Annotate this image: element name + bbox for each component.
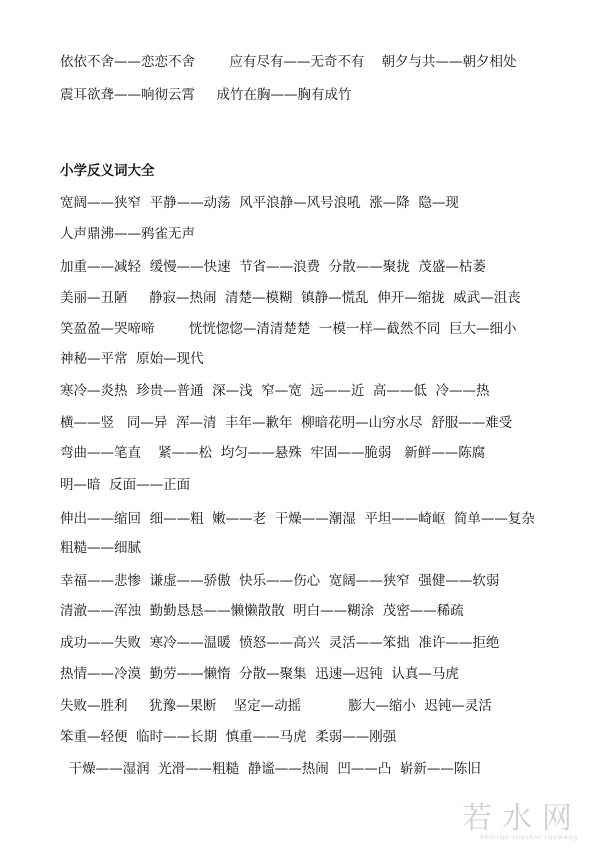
watermark-subtext: Shuiruo ruoshui ruowang (479, 834, 578, 841)
antonym-line: 加重——减轻 缓慢——快速 节省——浪费 分散——聚拢 茂盛—枯萎 (60, 259, 486, 275)
antonym-line: 笨重—轻便 临时——长期 慎重——马虎 柔弱——刚强 (60, 729, 397, 745)
antonym-line: 失败—胜利 犹豫—果断 坚定—动摇 膨大—缩小 迟钝—灵活 (60, 698, 492, 714)
antonym-line: 美丽—丑陋 静寂—热闹 清楚—模糊 镇静—慌乱 伸开—缩拢 威武—沮丧 (60, 290, 521, 306)
antonym-line: 神秘—平常 原始—现代 (60, 351, 204, 367)
antonym-line: 人声鼎沸——鸦雀无声 (60, 226, 195, 242)
antonym-line: 宽阔——狭窄 平静——动荡 风平浪静—风号浪吼 涨—降 隐—现 (60, 195, 459, 211)
watermark-logo (442, 793, 582, 841)
antonym-line: 弯曲——笔直 紧——松 均匀——悬殊 牢固——脆弱 新鲜——陈腐 (60, 445, 486, 461)
antonym-line: 笑盈盈—哭啼啼 恍恍惚惚—清清楚楚 一模一样—截然不同 巨大—细小 (60, 321, 517, 337)
antonym-line: 热情——冷漠 勤劳——懒惰 分散—聚集 迅速—迟钝 认真—马虎 (60, 666, 459, 682)
antonym-line: 伸出——缩回 细——粗 嫩——老 干燥——潮湿 平坦——崎岖 简单——复杂 (60, 511, 535, 527)
watermark-text: 若水网 (462, 801, 582, 836)
antonym-line: 寒冷—炎热 珍贵—普通 深—浅 窄—宽 远——近 高——低 冷——热 (60, 383, 490, 399)
section-title: 小学反义词大全 (60, 163, 155, 179)
antonym-line: 清澈——浑浊 勤勤恳恳——懒懒散散 明白——糊涂 茂密——稀疏 (60, 603, 464, 619)
antonym-line: 明—暗 反面——正面 (60, 477, 191, 493)
intro-line-1: 依依不舍——恋恋不舍 应有尽有——无奇不有 朝夕与共——朝夕相处 (60, 54, 517, 70)
antonym-line: 横——竖 同—异 浑—清 丰年—歉年 柳暗花明—山穷水尽 舒服——难受 (60, 415, 513, 431)
antonym-line: 幸福——悲惨 谦虚——骄傲 快乐——伤心 宽阔——狭窄 强健——软弱 (60, 573, 500, 589)
antonym-line: 粗糙——细腻 (60, 540, 141, 556)
antonym-line: 成功——失败 寒冷——温暖 愤怒——高兴 灵活——笨拙 准许——拒绝 (60, 635, 500, 651)
antonym-line: 干燥——湿润 光滑——粗糙 静谧——热闹 凹——凸 崭新——陈旧 (60, 761, 481, 777)
intro-line-2: 震耳欲聋——响彻云霄 成竹在胸——胸有成竹 (60, 87, 352, 103)
